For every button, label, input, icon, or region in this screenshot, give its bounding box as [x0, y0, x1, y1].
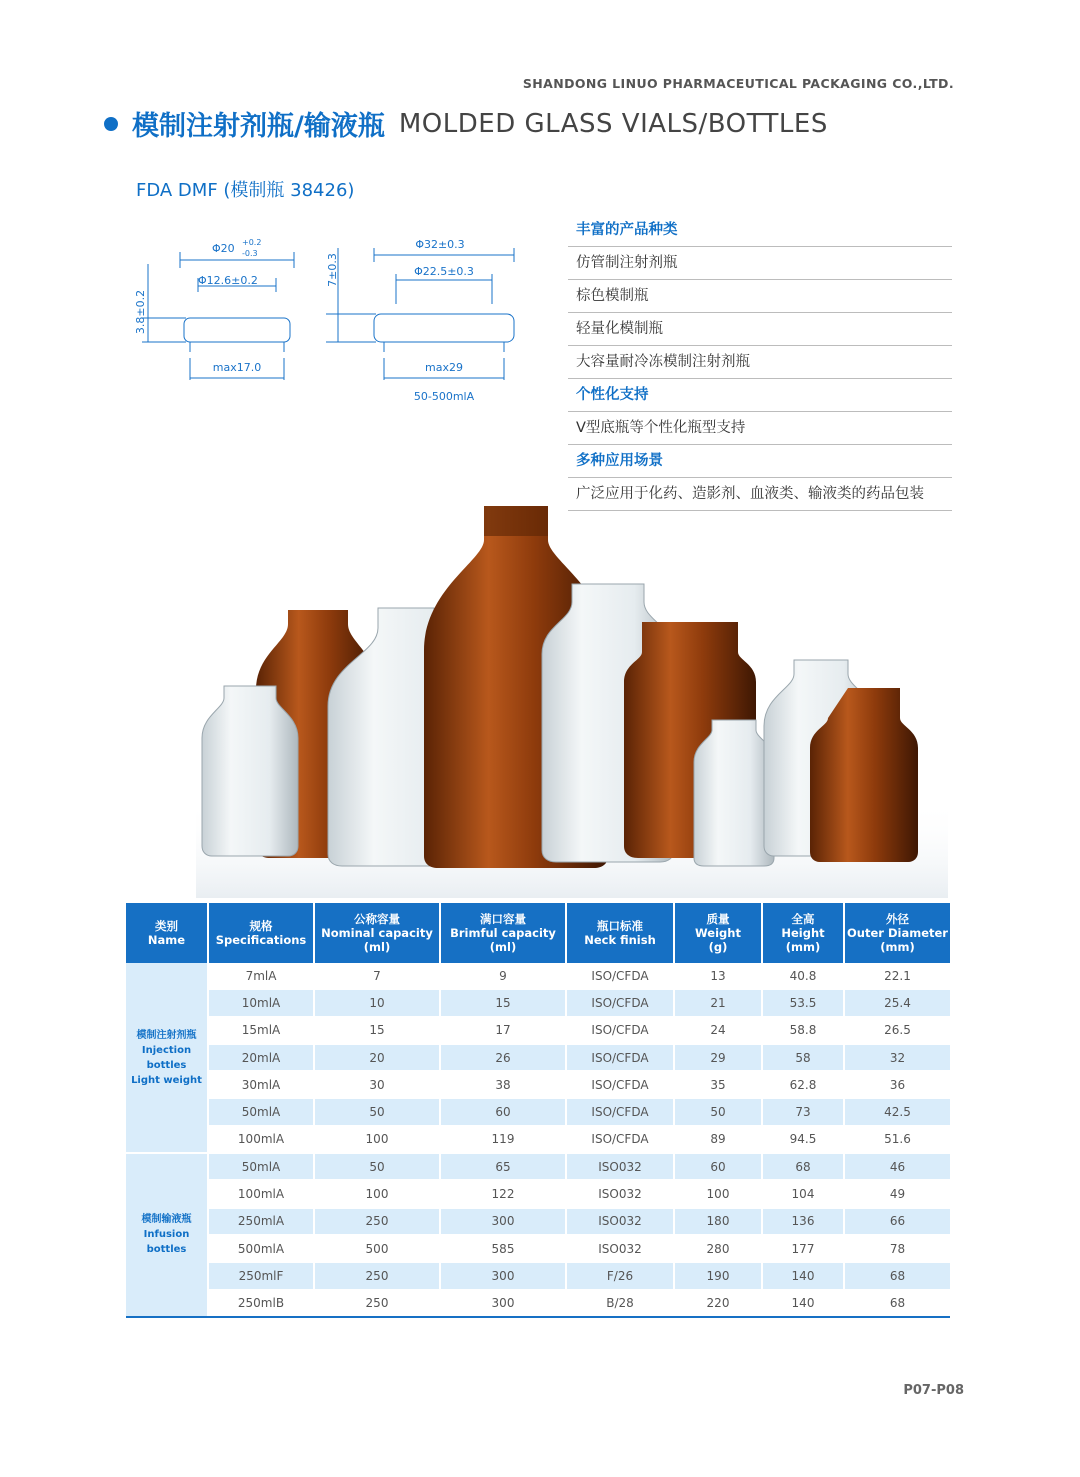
table-cell: 50mlA — [208, 1153, 314, 1180]
svg-text:Φ32±0.3: Φ32±0.3 — [415, 238, 465, 251]
table-cell: ISO/CFDA — [566, 1098, 674, 1125]
table-cell: 20mlA — [208, 1044, 314, 1071]
table-cell: 68 — [844, 1262, 950, 1289]
table-cell: 300 — [440, 1290, 566, 1317]
table-cell: 29 — [674, 1044, 762, 1071]
neck-dimension-diagram — [128, 228, 528, 418]
table-cell: 300 — [440, 1262, 566, 1289]
table-cell: ISO032 — [566, 1153, 674, 1180]
table-cell: 100mlA — [208, 1126, 314, 1153]
table-cell: 250mlF — [208, 1262, 314, 1289]
table-cell: 15 — [440, 989, 566, 1016]
table-row — [126, 1098, 950, 1125]
feature-item: 仿管制注射剂瓶 — [568, 247, 952, 280]
column-header: 满口容量 Brimful capacity (ml) — [440, 903, 566, 963]
table-cell: 53.5 — [762, 989, 844, 1016]
product-bottles-image — [196, 500, 948, 898]
table-cell: 42.5 — [844, 1098, 950, 1125]
svg-text:+0.2: +0.2 — [242, 238, 262, 247]
table-cell: 89 — [674, 1126, 762, 1153]
category-cell: 模制注射剂瓶 Injection bottles Light weight — [126, 963, 208, 1153]
table-cell: F/26 — [566, 1262, 674, 1289]
table-cell: 250mlB — [208, 1290, 314, 1317]
svg-text:max17.0: max17.0 — [212, 361, 262, 374]
table-cell: ISO/CFDA — [566, 989, 674, 1016]
table-cell: 250 — [314, 1290, 440, 1317]
table-cell: 100mlA — [208, 1180, 314, 1207]
table-cell: 17 — [440, 1017, 566, 1044]
table-cell: 46 — [844, 1153, 950, 1180]
column-header: 公称容量 Nominal capacity (ml) — [314, 903, 440, 963]
table-cell: 62.8 — [762, 1071, 844, 1098]
table-cell: 250 — [314, 1208, 440, 1235]
table-cell: 22.1 — [844, 963, 950, 989]
table-cell: 58.8 — [762, 1017, 844, 1044]
table-cell: 104 — [762, 1180, 844, 1207]
table-cell: 7 — [314, 963, 440, 989]
table-cell: 35 — [674, 1071, 762, 1098]
table-cell: 73 — [762, 1098, 844, 1125]
company-name: SHANDONG LINUO PHARMACEUTICAL PACKAGING CO.,LTD. — [522, 76, 954, 91]
table-cell: 50 — [314, 1153, 440, 1180]
table-cell: ISO/CFDA — [566, 963, 674, 989]
title-chinese: 模制注射剂瓶/输液瓶 — [132, 111, 385, 142]
table-cell: 250mlA — [208, 1208, 314, 1235]
feature-heading: 个性化支持 — [568, 379, 952, 412]
table-cell: 38 — [440, 1071, 566, 1098]
table-cell: 100 — [674, 1180, 762, 1207]
page-title — [104, 104, 828, 143]
table-row — [126, 1262, 950, 1289]
table-cell: 500 — [314, 1235, 440, 1262]
table-cell: 20 — [314, 1044, 440, 1071]
column-header: 外径 Outer Diameter (mm) — [844, 903, 950, 963]
table-cell: ISO/CFDA — [566, 1044, 674, 1071]
table-cell: 220 — [674, 1290, 762, 1317]
svg-text:max29: max29 — [425, 361, 463, 374]
column-header: 全高 Height (mm) — [762, 903, 844, 963]
table-cell: 100 — [314, 1126, 440, 1153]
table-cell: B/28 — [566, 1290, 674, 1317]
table-cell: 500mlA — [208, 1235, 314, 1262]
table-cell: 40.8 — [762, 963, 844, 989]
table-cell: 250 — [314, 1262, 440, 1289]
fda-dmf-label: FDA DMF (模制瓶 38426) — [136, 180, 355, 201]
feature-item: 棕色模制瓶 — [568, 280, 952, 313]
table-row — [126, 963, 950, 989]
svg-text:50-500mlA: 50-500mlA — [413, 390, 475, 403]
table-row — [126, 1235, 950, 1262]
title-english: MOLDED GLASS VIALS/BOTTLES — [398, 108, 828, 139]
table-cell: 50mlA — [208, 1098, 314, 1125]
table-row — [126, 1017, 950, 1044]
table-cell: 25.4 — [844, 989, 950, 1016]
table-cell: 15 — [314, 1017, 440, 1044]
table-row — [126, 1126, 950, 1153]
table-row — [126, 989, 950, 1016]
table-cell: 585 — [440, 1235, 566, 1262]
column-header: 质量 Weight (g) — [674, 903, 762, 963]
table-cell: ISO032 — [566, 1208, 674, 1235]
table-cell: 26 — [440, 1044, 566, 1071]
table-row — [126, 1071, 950, 1098]
svg-text:-0.3: -0.3 — [242, 249, 258, 258]
table-cell: 49 — [844, 1180, 950, 1207]
table-cell: 180 — [674, 1208, 762, 1235]
table-row — [126, 1180, 950, 1207]
specifications-table — [126, 903, 950, 1318]
feature-list — [568, 214, 952, 511]
table-row — [126, 1208, 950, 1235]
table-cell: 136 — [762, 1208, 844, 1235]
table-cell: 21 — [674, 989, 762, 1016]
table-cell: ISO/CFDA — [566, 1071, 674, 1098]
svg-text:Φ12.6±0.2: Φ12.6±0.2 — [198, 274, 258, 287]
table-cell: 122 — [440, 1180, 566, 1207]
feature-heading: 多种应用场景 — [568, 445, 952, 478]
svg-text:Φ22.5±0.3: Φ22.5±0.3 — [414, 265, 474, 278]
table-cell: 7mlA — [208, 963, 314, 989]
table-cell: 26.5 — [844, 1017, 950, 1044]
table-cell: 32 — [844, 1044, 950, 1071]
category-cell: 模制输液瓶 Infusion bottles — [126, 1153, 208, 1317]
table-cell: 30mlA — [208, 1071, 314, 1098]
table-cell: 9 — [440, 963, 566, 989]
table-cell: 50 — [314, 1098, 440, 1125]
table-cell: ISO/CFDA — [566, 1126, 674, 1153]
table-cell: 60 — [440, 1098, 566, 1125]
table-cell: 280 — [674, 1235, 762, 1262]
feature-item: 大容量耐冷冻模制注射剂瓶 — [568, 346, 952, 379]
table-cell: 10 — [314, 989, 440, 1016]
table-cell: 300 — [440, 1208, 566, 1235]
table-cell: 100 — [314, 1180, 440, 1207]
page-number: P07-P08 — [903, 1383, 964, 1398]
table-cell: 24 — [674, 1017, 762, 1044]
column-header: 类别 Name — [126, 903, 208, 963]
table-header-row — [126, 903, 950, 963]
svg-text:3.8±0.2: 3.8±0.2 — [134, 289, 147, 335]
feature-item: V型底瓶等个性化瓶型支持 — [568, 412, 952, 445]
svg-text:7±0.3: 7±0.3 — [326, 253, 339, 287]
table-cell: 190 — [674, 1262, 762, 1289]
table-bottom-rule — [126, 1316, 950, 1318]
column-header: 规格 Specifications — [208, 903, 314, 963]
table-cell: 68 — [762, 1153, 844, 1180]
table-cell: 51.6 — [844, 1126, 950, 1153]
table-cell: 36 — [844, 1071, 950, 1098]
table-cell: 94.5 — [762, 1126, 844, 1153]
table-cell: 60 — [674, 1153, 762, 1180]
table-cell: ISO032 — [566, 1180, 674, 1207]
table-row — [126, 1044, 950, 1071]
feature-item: 广泛应用于化药、造影剂、血液类、输液类的药品包装 — [568, 478, 952, 511]
table-cell: 13 — [674, 963, 762, 989]
table-cell: ISO032 — [566, 1235, 674, 1262]
table-cell: 58 — [762, 1044, 844, 1071]
table-cell: 30 — [314, 1071, 440, 1098]
table-cell: 140 — [762, 1290, 844, 1317]
table-cell: 68 — [844, 1290, 950, 1317]
table-cell: ISO/CFDA — [566, 1017, 674, 1044]
feature-heading: 丰富的产品种类 — [568, 214, 952, 247]
svg-text:Φ20: Φ20 — [212, 242, 235, 255]
table-body — [126, 963, 950, 1317]
table-cell: 65 — [440, 1153, 566, 1180]
table-cell: 78 — [844, 1235, 950, 1262]
bullet-dot-icon — [104, 117, 118, 131]
table-cell: 15mlA — [208, 1017, 314, 1044]
table-cell: 177 — [762, 1235, 844, 1262]
feature-item: 轻量化模制瓶 — [568, 313, 952, 346]
table-cell: 66 — [844, 1208, 950, 1235]
table-row — [126, 1153, 950, 1180]
table-cell: 50 — [674, 1098, 762, 1125]
column-header: 瓶口标准 Neck finish — [566, 903, 674, 963]
table-cell: 119 — [440, 1126, 566, 1153]
table-row — [126, 1290, 950, 1317]
table-cell: 10mlA — [208, 989, 314, 1016]
table-cell: 140 — [762, 1262, 844, 1289]
